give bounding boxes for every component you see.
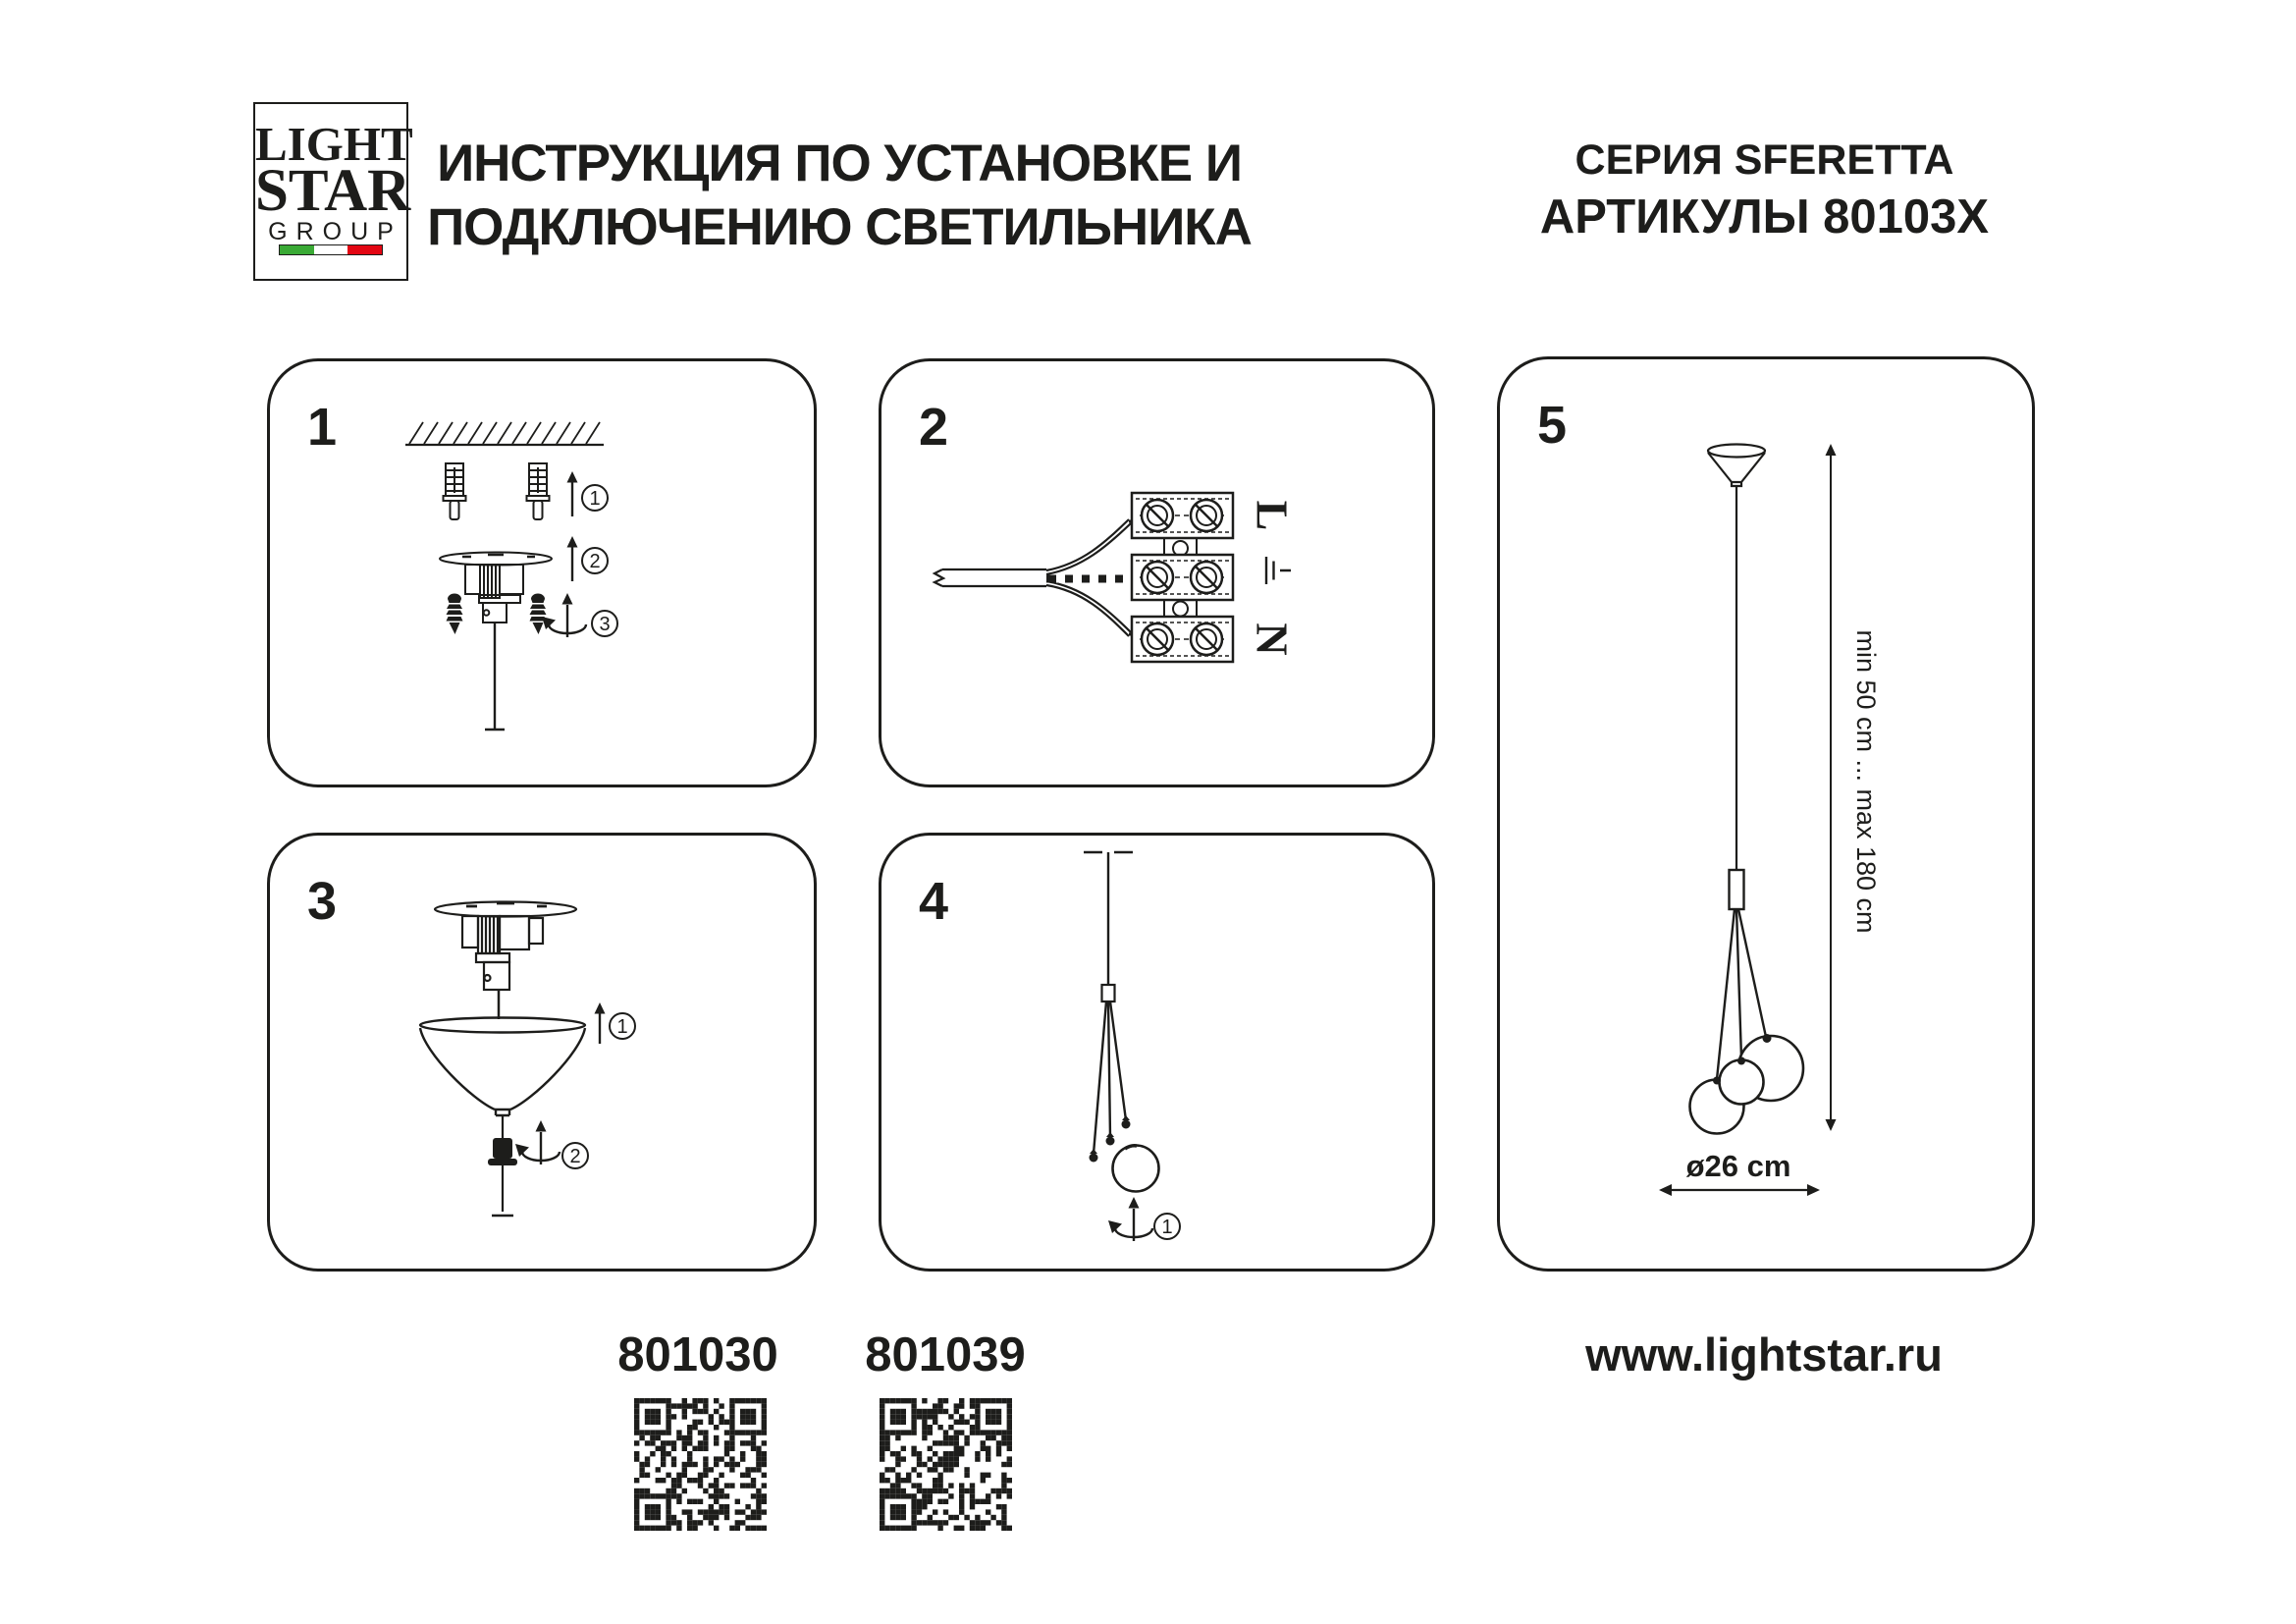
mounting-bracket: [435, 902, 576, 1020]
diameter-dimension-line: [1659, 1184, 1820, 1196]
screw-icon: [447, 594, 463, 635]
step-marker: [582, 485, 608, 511]
canopy-cone: [420, 1018, 585, 1116]
wiring-diagram: [881, 361, 1432, 785]
diameter-label: ø26 cm: [1685, 1149, 1791, 1183]
ground-symbol: [1266, 557, 1291, 584]
logo-word-star: STAR: [255, 158, 411, 224]
panel-number: 1: [307, 398, 338, 457]
panel-number: 5: [1537, 396, 1568, 455]
terminal-screw: [1142, 500, 1173, 531]
arrow-up-icon: [567, 536, 578, 581]
suspension-cords: [1094, 1001, 1126, 1154]
cable-sheath: [934, 569, 1046, 586]
svg-text:2: 2: [569, 1146, 581, 1167]
label-line: L: [1247, 500, 1298, 531]
italian-flag-stripe: [279, 244, 383, 255]
glass-sphere: [1113, 1146, 1159, 1192]
height-dimension-line: [1826, 444, 1837, 1131]
terminal-block: [1132, 617, 1233, 662]
rotate-arrow-icon: [515, 1120, 560, 1164]
mounting-bracket: [440, 553, 552, 731]
logo-word-light: LIGHT: [255, 117, 413, 171]
wire-line: [1046, 519, 1131, 574]
title-line-1: ИНСТРУКЦИЯ ПО УСТАНОВКЕ И: [437, 135, 1242, 192]
height-dimension-label: min 50 cm ... max 180 cm: [1851, 629, 1881, 934]
terminal-block: [1132, 555, 1233, 600]
article-code: 801030: [617, 1328, 778, 1381]
flag-red: [347, 245, 382, 254]
panel-step-3: [267, 833, 817, 1272]
terminal-screw: [1191, 623, 1222, 655]
title-line-2: ПОДКЛЮЧЕНИЮ СВЕТИЛЬНИКА: [427, 198, 1252, 256]
articles-label: АРТИКУЛЫ 80103Х: [1539, 190, 1990, 244]
cord-connector: [1102, 985, 1115, 1001]
step-marker: [1154, 1214, 1180, 1239]
arrow-up-icon: [595, 1002, 606, 1044]
rotate-arrow-icon: [1108, 1197, 1152, 1241]
series-label: СЕРИЯ SFERETTA: [1575, 136, 1954, 184]
svg-text:1: 1: [1161, 1217, 1173, 1238]
canopy-assembly-diagram: [270, 836, 814, 1269]
grip-nut: [488, 1138, 517, 1165]
qr-code: [634, 1398, 767, 1531]
panel-step-2: [879, 358, 1435, 787]
finished-lamp-diagram: [1500, 359, 2032, 1269]
website-url: www.lightstar.ru: [1585, 1328, 1943, 1380]
terminal-screw: [1191, 562, 1222, 593]
label-neutral: N: [1247, 623, 1298, 656]
step-marker: [582, 548, 608, 573]
logo-word-group: GROUP: [268, 218, 402, 245]
flag-white: [314, 245, 348, 254]
cord-connector: [1730, 870, 1744, 909]
page-title: [398, 132, 1281, 259]
wire-earth: [1046, 575, 1143, 583]
screw-icon: [530, 594, 547, 635]
wall-plug-icon: [527, 463, 550, 519]
step-marker: [592, 611, 617, 636]
flag-green: [280, 245, 314, 254]
arrow-up-icon: [567, 471, 578, 516]
qr-code: [880, 1398, 1012, 1531]
glass-spheres: [1690, 1034, 1804, 1134]
terminal-screw: [1142, 562, 1173, 593]
terminal-screw: [1142, 623, 1173, 655]
panel-number: 3: [307, 872, 338, 931]
svg-text:1: 1: [616, 1016, 628, 1038]
panel-step-4: [879, 833, 1435, 1272]
rotate-arrow-icon: [542, 593, 586, 637]
svg-text:1: 1: [589, 488, 601, 510]
svg-text:2: 2: [589, 551, 601, 572]
panel-step-5: [1497, 356, 2035, 1272]
wire-neutral: [1046, 581, 1131, 636]
lightstar-logo: [253, 102, 413, 281]
wall-plug-icon: [444, 463, 466, 519]
panel-number: 2: [919, 398, 949, 457]
panel-number: 4: [919, 872, 949, 931]
step-marker: [562, 1143, 588, 1168]
canopy-cone: [1708, 445, 1765, 487]
svg-text:3: 3: [599, 614, 611, 635]
sphere-mounting-diagram: [881, 836, 1432, 1269]
article-code: 801039: [865, 1328, 1026, 1381]
step-marker: [610, 1013, 635, 1039]
mounting-diagram: [270, 361, 814, 785]
terminal-screw: [1191, 500, 1222, 531]
panel-step-1: [267, 358, 817, 787]
terminal-block: [1132, 493, 1233, 538]
ceiling-hatch: [409, 422, 600, 444]
